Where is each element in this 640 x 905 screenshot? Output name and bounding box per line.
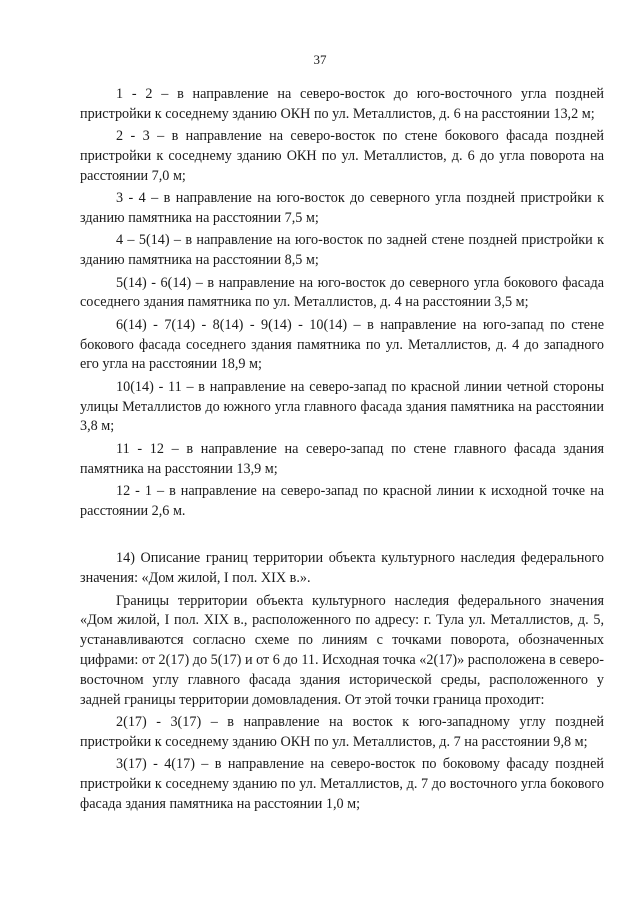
boundary-segment-3-4-17: 3(17) - 4(17) – в направление на северо-восток по боковому фасаду поздней пристройки к соседнему зданию по ул. Металлистов, д. 7 до восточного угла бокового фасада здания памятника на расстоянии 1,0 м;: [80, 756, 604, 812]
boundary-segment-3-4: 3 - 4 – в направление на юго-восток до северного угла поздней пристройки к зданию памятника на расстоянии 7,5 м;: [80, 190, 604, 226]
boundary-segment-1-2: 1 - 2 – в направление на северо-восток до юго-восточного угла поздней пристройки к соседнему зданию ОКН по ул. Металлистов, д. 6 на расстоянии 13,2 м;: [80, 86, 604, 122]
boundary-segment-4-5: 4 – 5(14) – в направление на юго-восток по задней стене поздней пристройки к зданию памятника на расстоянии 8,5 м;: [80, 232, 604, 269]
document-body: [80, 85, 604, 817]
boundary-segment-11-12: 11 - 12 – в направление на северо-запад по стене главного фасада здания памятника на расстоянии 13,9 м;: [80, 440, 604, 477]
page-number: 37: [313, 52, 327, 67]
boundary-segment-2-3-17: 2(17) - 3(17) – в направление на восток к юго-западному углу поздней пристройки к соседнему зданию ОКН по ул. Металлистов, д. 7 на расстоянии 9,8 м;: [80, 714, 604, 750]
section-14-description: Границы территории объекта культурного наследия федерального значения «Дом жилой, I пол. XIX в., расположенного по адресу: г. Тула ул. Металлистов, д. 5, устанавливаются согласно схеме по линиям с точками поворота, обозначенных цифрами: от 2(17) до 5(17) и от 6 до 11. Исходная точка «2(17)» расположена в северо-восточном углу главного фасада здания исторической среды, расположенного у задней границы территории домовладения. От этой точки граница проходит:: [80, 592, 604, 708]
boundary-segment-2-3: 2 - 3 – в направление на северо-восток по стене бокового фасада поздней пристройки к соседнему зданию ОКН по ул. Металлистов, д. 6 до угла поворота на расстоянии 7,0 м;: [80, 128, 604, 184]
boundary-segment-6-10: 6(14) - 7(14) - 8(14) - 9(14) - 10(14) – в направление на юго-запад по стене бокового фасада соседнего здания памятника по ул. Металлистов, д. 4 до западного его угла на расстоянии 18,9 м;: [80, 316, 604, 373]
boundary-segment-5-6: 5(14) - 6(14) – в направление на юго-восток до северного угла бокового фасада соседнего здания памятника по ул. Металлистов, д. 4 на расстоянии 3,5 м;: [80, 274, 604, 311]
section-heading-14: 14) Описание границ территории объекта культурного наследия федерального значения: «Дом жилой, I пол. XIX в.».: [80, 550, 604, 587]
boundary-segment-12-1: 12 - 1 – в направление на северо-запад по красной линии к исходной точке на расстоянии 2,6 м.: [80, 482, 604, 519]
boundary-segment-10-11: 10(14) - 11 – в направление на северо-запад по красной линии четной стороны улицы Металлистов до южного угла главного фасада здания памятника на расстоянии 3,8 м;: [80, 378, 604, 435]
